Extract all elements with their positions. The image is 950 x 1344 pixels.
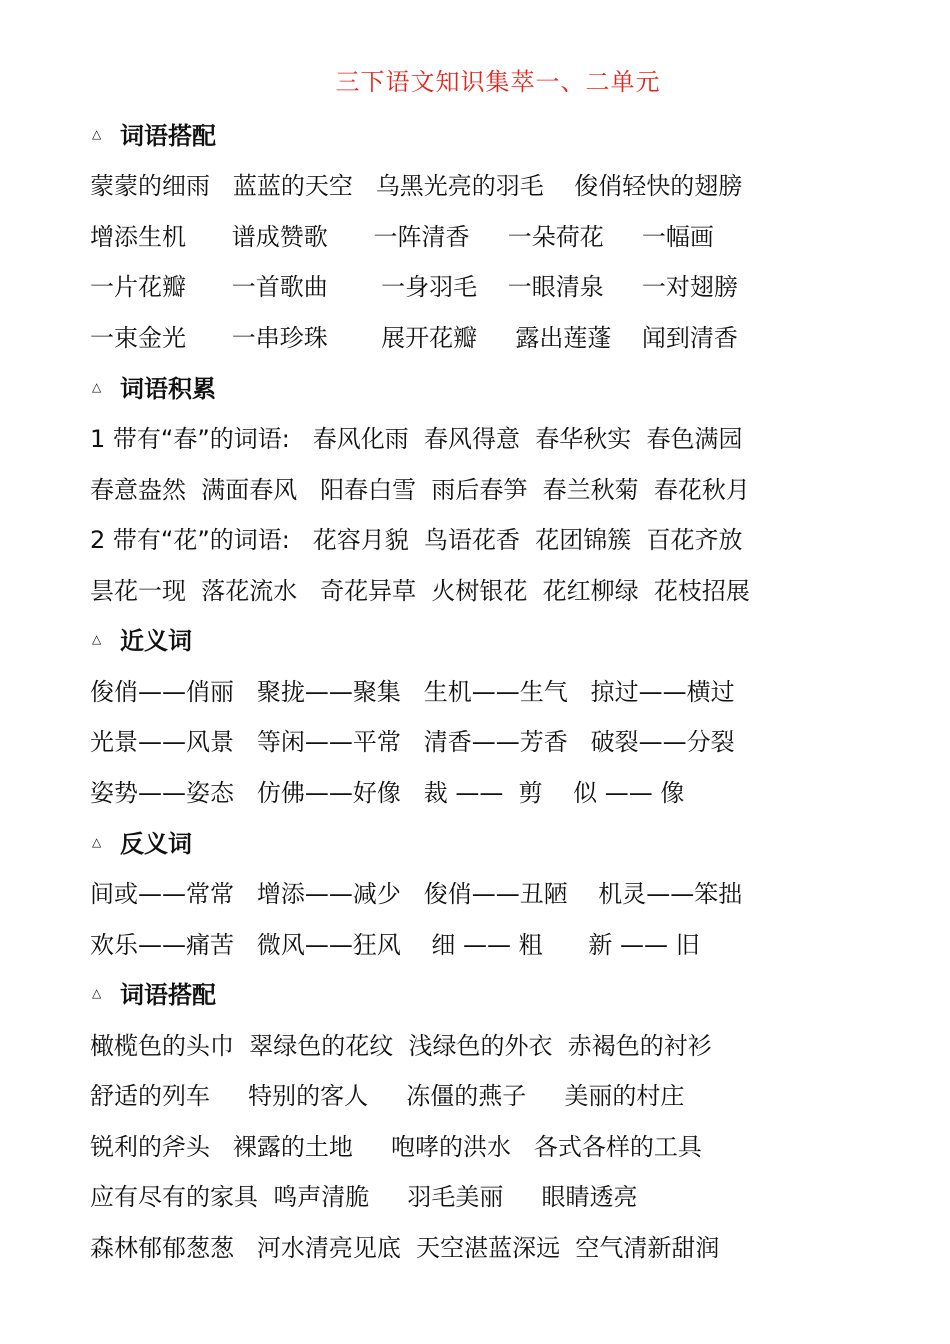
section-heading-collocation-2 [92,975,216,1015]
section-heading-label: 反义词 [120,830,192,858]
text-line: 春意盎然 满面春风 阳春白雪 雨后春笋 春兰秋菊 春花秋月 [90,476,750,504]
triangle-icon: △ [92,632,102,646]
section-heading-label: 词语搭配 [120,122,216,150]
section-heading-collocation-1 [92,116,216,156]
text-line: 橄榄色的头巾 翠绿色的花纹 浅绿色的外衣 赤褐色的衬衫 [90,1032,712,1060]
triangle-icon: △ [92,986,102,1000]
page-title: 三下语文知识集萃一、二单元 [335,68,661,96]
triangle-icon: △ [92,835,102,849]
text-line: 一束金光 一串珍珠 展开花瓣 露出莲蓬 闻到清香 [90,324,738,352]
section-heading-label: 词语搭配 [120,981,216,1009]
section-heading-antonyms [92,824,192,864]
triangle-icon: △ [92,380,102,394]
section-heading-label: 词语积累 [120,375,216,403]
text-line: 舒适的列车 特别的客人 冻僵的燕子 美丽的村庄 [90,1082,685,1110]
text-line: 一片花瓣 一首歌曲 一身羽毛 一眼清泉 一对翅膀 [90,273,738,301]
text-line: 姿势——姿态 仿佛——好像 裁 —— 剪 似 —— 像 [90,779,685,807]
text-line: 昙花一现 落花流水 奇花异草 火树银花 花红柳绿 花枝招展 [90,577,750,605]
triangle-icon: △ [92,127,102,141]
text-line: 应有尽有的家具 鸣声清脆 羽毛美丽 眼睛透亮 [90,1183,638,1211]
text-line: 间或——常常 增添——减少 俊俏——丑陋 机灵——笨拙 [90,880,743,908]
text-line: 增添生机 谱成赞歌 一阵清香 一朵荷花 一幅画 [90,223,714,251]
section-heading-vocabulary [92,369,216,409]
text-line: 2 带有“花”的词语: 花容月貌 鸟语花香 花团锦簇 百花齐放 [90,526,743,554]
section-heading-label: 近义词 [120,627,192,655]
text-line: 光景——风景 等闲——平常 清香——芳香 破裂——分裂 [90,728,735,756]
text-line: 欢乐——痛苦 微风——狂风 细 —— 粗 新 —— 旧 [90,931,700,959]
text-line: 俊俏——俏丽 聚拢——聚集 生机——生气 掠过——横过 [90,678,735,706]
text-line: 1 带有“春”的词语: 春风化雨 春风得意 春华秋实 春色满园 [90,425,743,453]
section-heading-synonyms [92,621,192,661]
text-line: 森林郁郁葱葱 河水清亮见底 天空湛蓝深远 空气清新甜润 [90,1234,720,1262]
text-line: 蒙蒙的细雨 蓝蓝的天空 乌黑光亮的羽毛 俊俏轻快的翅膀 [90,172,743,200]
text-line: 锐利的斧头 裸露的土地 咆哮的洪水 各式各样的工具 [90,1133,702,1161]
